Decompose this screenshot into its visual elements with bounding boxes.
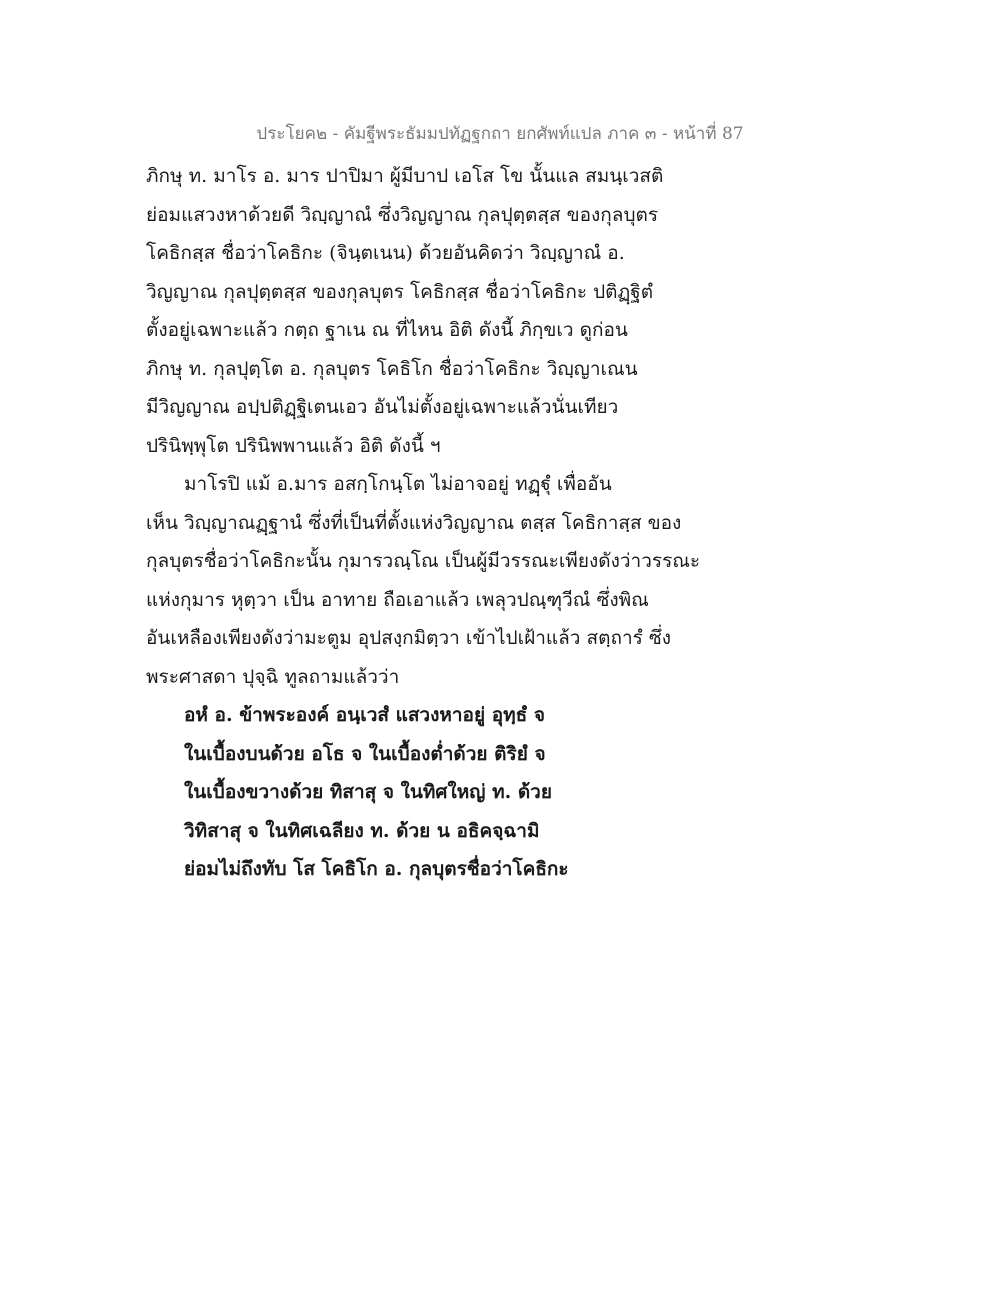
body-text <box>146 157 866 889</box>
verse-line: ในเบื้องบนด้วย อโธ จ ในเบื้องต่ำด้วย ติริยํ จ <box>184 742 546 765</box>
verse-block <box>146 696 866 889</box>
text-line: ภิกษุ ท. มาโร อ. มาร ปาปิมา ผู้มีบาป เอโส โข นั้นแล สมนฺเวสติ <box>146 165 664 187</box>
verse-line: อหํ อ. ข้าพระองค์ อนฺเวสํ แสวงหาอยู่ อุทฺธํ จ <box>184 704 545 726</box>
paragraph-1 <box>146 157 866 465</box>
text-line: พระศาสดา ปุจฺฉิ ทูลถามแล้วว่า <box>146 665 400 688</box>
text-line: อันเหลืองเพียงดังว่ามะตูม อุปสงฺกมิตฺวา เข้าไปเฝ้าแล้ว สตฺถารํ ซึ่ง <box>146 627 672 649</box>
text-line: ปรินิพฺพุโต ปรินิพพานแล้ว อิติ ดังนี้ ฯ <box>146 434 441 457</box>
text-line: โคธิกสฺส ชื่อว่าโคธิกะ (จินฺตเนน) ด้วยอันคิดว่า วิญฺญาณํ อ. <box>146 242 625 264</box>
text-line: วิญญาณ กุลปุตฺตสฺส ของกุลบุตร โคธิกสฺส ชื่อว่าโคธิกะ ปติฏฺฐิตํ <box>146 280 654 303</box>
running-header: ประโยค๒ - คัมฐีพระธัมมปทัฏฐกถา ยกศัพท์แปล ภาค ๓ - หน้าที่ 87 <box>256 124 744 144</box>
text-line: เห็น วิญฺญาณฏฺฐานํ ซึ่งที่เป็นที่ตั้งแห่งวิญญาณ ตสฺส โคธิกาสฺส ของ <box>146 511 682 534</box>
text-line: ย่อมแสวงหาด้วยดี วิญฺญาณํ ซึ่งวิญญาณ กุลปุตฺตสฺส ของกุลบุตร <box>146 203 659 226</box>
paragraph-2 <box>146 465 866 696</box>
verse-line: ย่อมไม่ถึงทับ โส โคธิโก อ. กุลบุตรชื่อว่าโคธิกะ <box>184 858 569 880</box>
text-line: ภิกษุ ท. กุลปุตฺโต อ. กุลบุตร โคธิโก ชื่อว่าโคธิกะ วิญฺญาเณน <box>146 357 638 380</box>
text-line: ตั้งอยู่เฉพาะแล้ว กตฺถ ฐาเน ณ ที่ไหน อิติ ดังนี้ ภิกฺขเว ดูก่อน <box>146 319 628 341</box>
text-line: มีวิญญาณ อปฺปติฏฺฐิเตนเอว อันไม่ตั้งอยู่เฉพาะแล้วนั่นเทียว <box>146 396 619 418</box>
text-line: แห่งกุมาร หุตฺวา เป็น อาทาย ถือเอาแล้ว เพลุวปณฺฑุวีณํ ซึ่งพิณ <box>146 588 649 611</box>
text-line: กุลบุตรชื่อว่าโคธิกะนั้น กุมารวณฺโณ เป็นผู้มีวรรณะเพียงดังว่าวรรณะ <box>146 550 701 572</box>
verse-line: วิทิสาสุ จ ในทิศเฉลียง ท. ด้วย น อธิคจฺฉามิ <box>184 819 540 842</box>
text-line: มาโรปิ แม้ อ.มาร อสกฺโกนฺโต ไม่อาจอยู่ ทฏฺฐุํ เพื่ออัน <box>184 473 612 495</box>
verse-line: ในเบื้องขวางด้วย ทิสาสุ จ ในทิศใหญ่ ท. ด้วย <box>184 781 552 803</box>
